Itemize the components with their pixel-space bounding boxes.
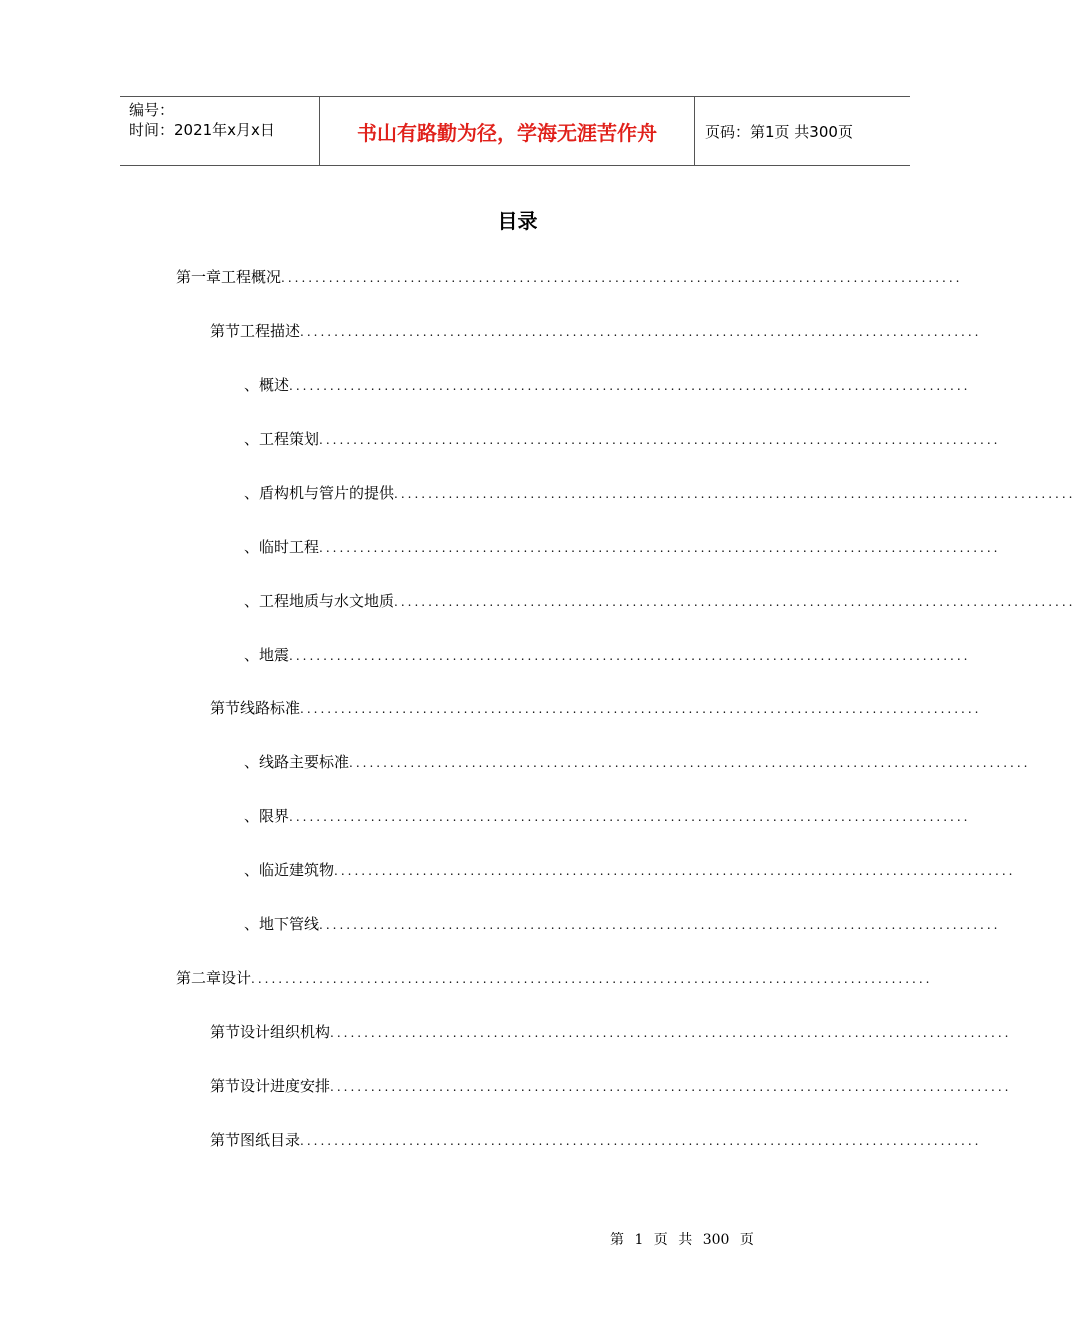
toc-entry-number: 、 [244,430,260,448]
toc-leader-dots: .................................................................................................... [330,1026,1012,1040]
toc-entry-number: 第一章 [176,268,222,286]
toc-entry-number: 第节 [210,322,241,340]
toc-entry[interactable] [244,751,1031,773]
toc-entry[interactable] [244,644,971,666]
toc-entry-number: 、 [244,861,260,879]
toc-entry[interactable] [244,536,1001,558]
toc-entry-text: 工程概况 [221,268,282,286]
toc-entry-text: 限界 [259,807,290,825]
toc-entry-number: 、 [244,592,260,610]
toc-entry[interactable] [210,1021,1012,1043]
toc-leader-dots: .................................................................................................... [394,487,1075,501]
toc-entry-number: 、 [244,376,260,394]
toc-entry-text: 概述 [259,376,290,394]
toc-leader-dots: .................................................................................................... [319,918,1001,932]
toc-entry-text: 工程地质与水文地质 [259,592,395,610]
header-meta [120,97,320,165]
toc-leader-dots: .................................................................................................... [319,433,1001,447]
toc-title: 目录 [497,209,538,233]
time-label: 时间：2021年x月x日 [129,121,275,139]
toc-entry[interactable] [210,1129,982,1151]
toc-leader-dots: .................................................................................................... [330,1080,1012,1094]
toc-leader-dots: .................................................................................................... [300,325,982,339]
toc-entry-text: 图纸目录 [240,1131,301,1149]
header-page-info: 页码：第1页 共300页 [705,122,853,141]
number-label: 编号： [129,101,175,119]
toc-entry-number: 第节 [210,1023,241,1041]
toc-entry[interactable] [244,374,971,396]
toc-entry-text: 线路主要标准 [259,753,350,771]
toc-entry-text: 工程描述 [240,322,301,340]
toc-entry[interactable] [210,697,982,719]
toc-entry-number: 第节 [210,699,241,717]
page-footer: 第 1 页 共 300 页 [610,1232,754,1248]
toc-leader-dots: .................................................................................................... [394,595,1075,609]
toc-entry-number: 、 [244,753,260,771]
toc-entry[interactable] [210,1075,1012,1097]
toc-entry-number: 第二章 [176,969,222,987]
toc-entry-text: 线路标准 [240,699,301,717]
toc-entry-text: 地下管线 [259,915,320,933]
toc-entry[interactable] [244,590,1075,612]
toc-leader-dots: .................................................................................................... [289,649,971,663]
toc-entry[interactable] [176,266,963,288]
toc-entry-number: 、 [244,484,260,502]
header-motto: 书山有路勤为径，学海无涯苦作舟 [320,97,695,165]
toc-entry-number: 、 [244,646,260,664]
page-header [120,96,910,166]
toc-entry-text: 设计进度安排 [240,1077,331,1095]
toc-entry-number: 第节 [210,1131,241,1149]
toc-entry-text: 设计组织机构 [240,1023,331,1041]
toc-leader-dots: .................................................................................................... [300,1134,982,1148]
toc-leader-dots: .................................................................................................... [300,702,982,716]
toc-entry-text: 设计 [221,969,252,987]
toc-entry[interactable] [244,859,1016,881]
toc-entry[interactable] [210,320,982,342]
toc-entry-text: 临时工程 [259,538,320,556]
toc-leader-dots: .................................................................................................... [319,541,1001,555]
toc-entry-number: 第节 [210,1077,241,1095]
toc-entry[interactable] [244,428,1001,450]
toc-leader-dots: .................................................................................................... [289,379,971,393]
toc-entry[interactable] [244,482,1075,504]
toc-entry[interactable] [176,967,933,989]
toc-entry-text: 盾构机与管片的提供 [259,484,395,502]
toc-entry-text: 工程策划 [259,430,320,448]
toc-entry-text: 临近建筑物 [259,861,335,879]
toc-leader-dots: .................................................................................................... [289,810,971,824]
toc-leader-dots: .................................................................................................... [349,756,1031,770]
toc-leader-dots: .................................................................................................... [334,864,1016,878]
toc-leader-dots: .................................................................................................... [281,271,963,285]
toc-entry[interactable] [244,913,1001,935]
toc-entry-number: 、 [244,915,260,933]
toc-entry-text: 地震 [259,646,290,664]
toc-leader-dots: .................................................................................................... [251,972,933,986]
toc-entry-number: 、 [244,538,260,556]
toc-entry-number: 、 [244,807,260,825]
toc-entry[interactable] [244,805,971,827]
